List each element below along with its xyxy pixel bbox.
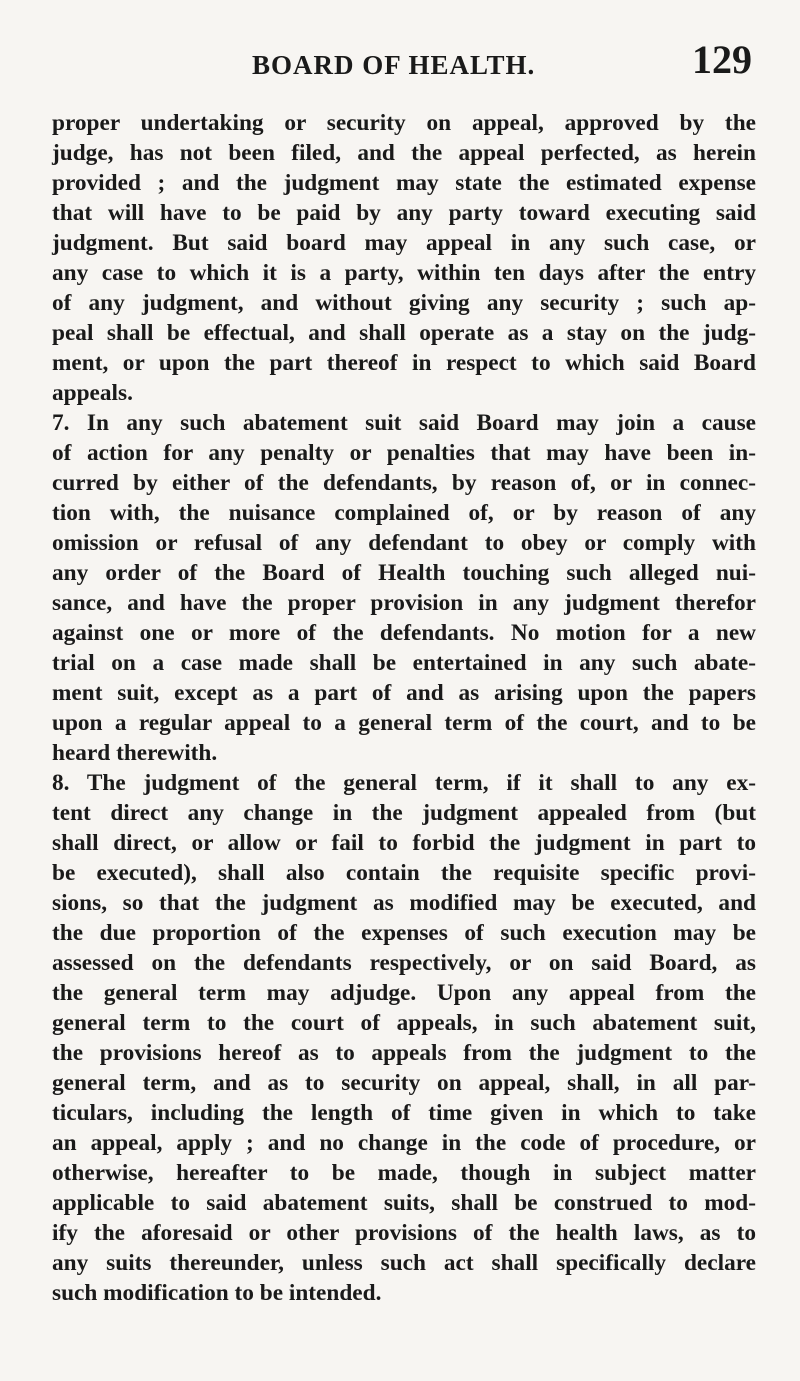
text-line: any suits thereunder, unless such act shall specifically declare xyxy=(52,1250,756,1276)
text-line: general term to the court of appeals, in such abatement suit, xyxy=(52,1010,756,1036)
text-line: against one or more of the defendants. No motion for a new xyxy=(52,620,756,646)
text-line: omission or refusal of any defendant to obey or comply with xyxy=(52,530,756,556)
text-line: any case to which it is a party, within ten days after the entry xyxy=(52,260,756,286)
text-line: proper undertaking or security on appeal, approved by the xyxy=(52,110,756,136)
text-line: trial on a case made shall be entertained in any such abate- xyxy=(52,650,756,676)
text-line: of action for any penalty or penalties that may have been in- xyxy=(52,440,756,466)
text-line: of any judgment, and without giving any security ; such ap- xyxy=(52,290,756,316)
text-line: such modification to be intended. xyxy=(52,1280,382,1306)
text-line: the provisions hereof as to appeals from the judgment to the xyxy=(52,1040,756,1066)
text-line: judgment. But said board may appeal in any such case, or xyxy=(52,230,756,256)
text-line: 7. In any such abatement suit said Board may join a cause xyxy=(52,410,756,436)
text-line: that will have to be paid by any party toward executing said xyxy=(52,200,756,226)
text-line: the general term may adjudge. Upon any appeal from the xyxy=(52,980,756,1006)
running-head: BOARD OF HEALTH. xyxy=(252,50,536,80)
text-line: tion with, the nuisance complained of, or by reason of any xyxy=(52,500,756,526)
text-line: curred by either of the defendants, by reason of, or in connec- xyxy=(52,470,756,496)
text-line: sions, so that the judgment as modified may be executed, and xyxy=(52,890,756,916)
text-line: shall direct, or allow or fail to forbid the judgment in part to xyxy=(52,830,756,856)
text-line: upon a regular appeal to a general term of the court, and to be xyxy=(52,710,756,736)
text-line: ment suit, except as a part of and as arising upon the papers xyxy=(52,680,756,706)
text-line: judge, has not been filed, and the appeal perfected, as herein xyxy=(52,140,756,166)
text-line: sance, and have the proper provision in any judgment therefor xyxy=(52,590,756,616)
text-line: ment, or upon the part thereof in respect to which said Board xyxy=(52,350,756,376)
text-line: the due proportion of the expenses of such execution may be xyxy=(52,920,756,946)
text-line: appeals. xyxy=(52,380,133,406)
text-line: assessed on the defendants respectively, or on said Board, as xyxy=(52,950,756,976)
text-line: heard therewith. xyxy=(52,740,218,766)
body-text xyxy=(52,108,756,1308)
text-line: otherwise, hereafter to be made, though in subject matter xyxy=(52,1160,756,1186)
page-header xyxy=(0,22,800,82)
text-line: ticulars, including the length of time given in which to take xyxy=(52,1100,756,1126)
text-line: be executed), shall also contain the requisite specific provi- xyxy=(52,860,756,886)
text-line: 8. The judgment of the general term, if it shall to any ex- xyxy=(52,770,756,796)
text-line: an appeal, apply ; and no change in the code of procedure, or xyxy=(52,1130,756,1156)
text-line: general term, and as to security on appeal, shall, in all par- xyxy=(52,1070,756,1096)
text-line: provided ; and the judgment may state the estimated expense xyxy=(52,170,756,196)
text-line: any order of the Board of Health touching such alleged nui- xyxy=(52,560,756,586)
text-line: applicable to said abatement suits, shall be construed to mod- xyxy=(52,1190,756,1216)
page-number: 129 xyxy=(692,37,752,82)
text-line: peal shall be effectual, and shall operate as a stay on the judg- xyxy=(52,320,756,346)
text-line: tent direct any change in the judgment appealed from (but xyxy=(52,800,756,826)
text-line: ify the aforesaid or other provisions of the health laws, as to xyxy=(52,1220,756,1246)
